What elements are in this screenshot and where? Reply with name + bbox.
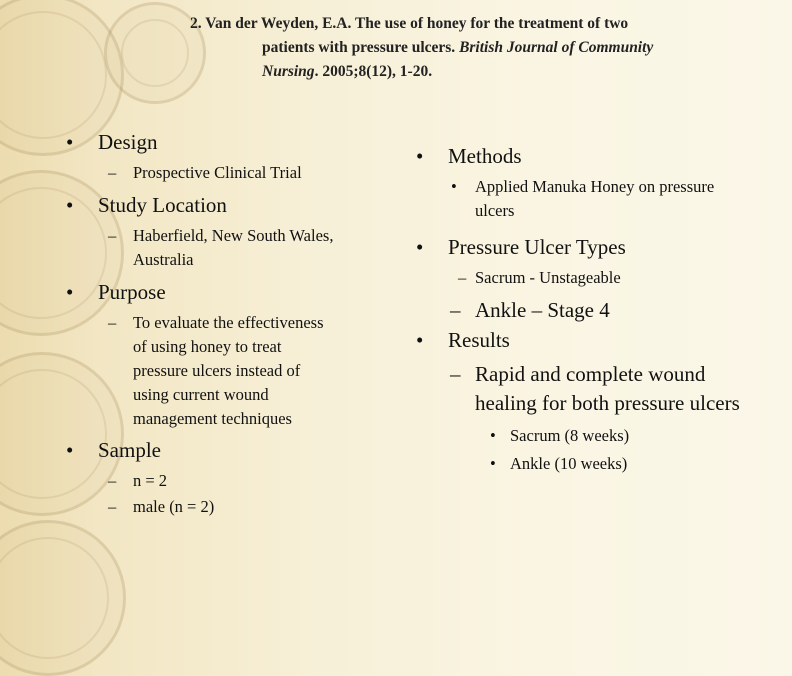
results-heading: • Results (408, 328, 792, 353)
watermark-seal (0, 520, 126, 676)
types-sacrum: – Sacrum - Unstageable (408, 266, 792, 290)
types-ankle: – Ankle – Stage 4 (408, 296, 792, 325)
design-value: – Prospective Clinical Trial (58, 161, 388, 185)
design-heading: • Design (58, 130, 388, 155)
citation-line-2: patients with pressure ulcers. British Journal of Community (262, 39, 654, 56)
methods-heading: • Methods (408, 144, 792, 169)
citation-line-1: 2. Van der Weyden, E.A. The use of honey for the treatment of two (190, 15, 629, 32)
methods-value: • Applied Manuka Honey on pressure ulcers (408, 175, 792, 223)
right-column (408, 144, 792, 478)
purpose-heading: • Purpose (58, 280, 388, 305)
location-heading: • Study Location (58, 193, 388, 218)
citation (190, 12, 780, 84)
left-column (58, 130, 388, 519)
location-value: – Haberfield, New South Wales, Australia (58, 224, 388, 272)
citation-line-3: Nursing. 2005;8(12), 1-20. (262, 63, 433, 80)
journal-title-cont: Nursing (262, 63, 315, 80)
sample-male: – male (n = 2) (58, 495, 388, 519)
results-sacrum: • Sacrum (8 weeks) (408, 422, 792, 450)
types-heading: • Pressure Ulcer Types (408, 235, 792, 260)
results-ankle: • Ankle (10 weeks) (408, 450, 792, 478)
journal-title: British Journal of Community (459, 39, 654, 56)
purpose-value: – To evaluate the effectiveness of using honey to treat pressure ulcers instead of using current wound management techniques (58, 311, 388, 431)
results-value: – Rapid and complete wound healing for both pressure ulcers (408, 360, 792, 418)
sample-heading: • Sample (58, 438, 388, 463)
sample-n: – n = 2 (58, 469, 388, 493)
